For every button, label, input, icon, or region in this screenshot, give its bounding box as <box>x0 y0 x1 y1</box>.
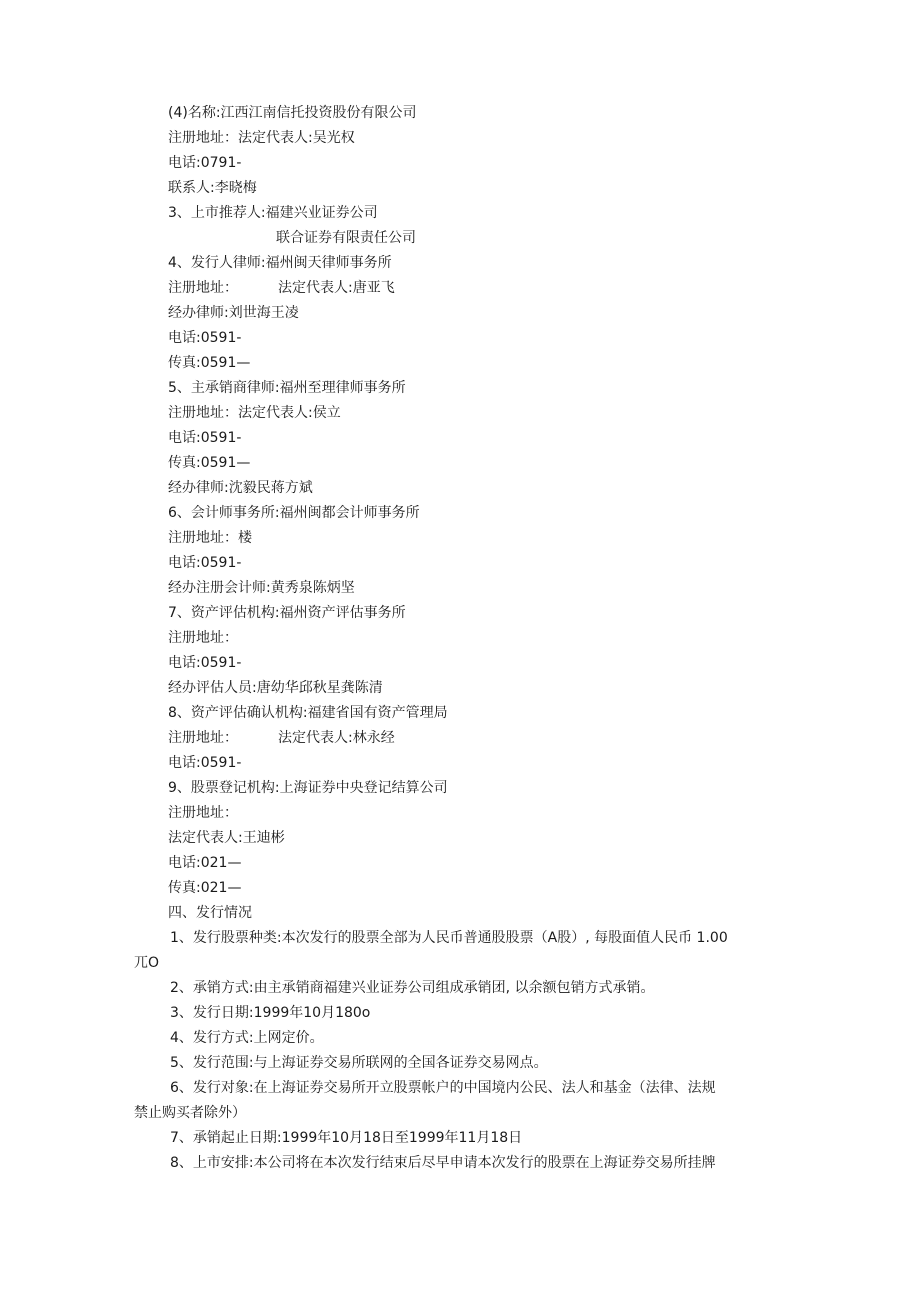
list-item-text: 3、发行日期:1999年10月180o <box>170 1005 371 1021</box>
text-line: 传真:021— <box>168 880 242 896</box>
text-line: 8、资产评估确认机构:福建省国有资产管理局 <box>168 705 448 721</box>
text-line: 电话:0591- <box>168 755 242 771</box>
text-line: 4、发行人律师:福州闽天律师事务所 <box>168 255 392 271</box>
text-line: 电话:0791- <box>168 155 242 171</box>
text-line: 联系人:李晓梅 <box>168 180 257 196</box>
section-heading: 四、发行情况 <box>168 905 252 921</box>
list-item-text: 4、发行方式:上网定价。 <box>170 1030 324 1046</box>
text-line: 电话:0591- <box>168 655 242 671</box>
text-line: 7、资产评估机构:福州资产评估事务所 <box>168 605 406 621</box>
text-segment: 注册地址： <box>168 730 238 746</box>
list-item <box>168 1126 788 1151</box>
text-line: 电话:0591- <box>168 430 242 446</box>
text-line: 注册地址： <box>168 805 238 821</box>
text-line: 法定代表人:王迪彬 <box>168 830 285 846</box>
text-line <box>168 726 788 751</box>
list-item <box>168 1001 788 1026</box>
text-line: 传真:0591— <box>168 355 251 371</box>
text-line: 注册地址：法定代表人:侯立 <box>168 405 341 421</box>
text-line: 经办注册会计师:黄秀泉陈炳坚 <box>168 580 355 596</box>
text-line: 注册地址： <box>168 630 238 646</box>
document-body <box>134 101 788 1176</box>
text-line: 电话:0591- <box>168 555 242 571</box>
text-line: 5、主承销商律师:福州至理律师事务所 <box>168 380 406 396</box>
text-segment: 注册地址： <box>168 280 238 296</box>
list-item <box>168 976 788 1001</box>
text-line: 电话:0591- <box>168 330 242 346</box>
list-item <box>168 1051 788 1076</box>
list-item <box>168 1026 788 1051</box>
list-item <box>168 1151 788 1176</box>
list-item-text-cont: 兀O <box>134 955 160 971</box>
list-item <box>134 926 788 976</box>
text-line: 注册地址：楼 <box>168 530 252 546</box>
text-line: 注册地址：法定代表人:吴光权 <box>168 130 355 146</box>
list-item-text: 5、发行范围:与上海证券交易所联网的全国各证券交易网点。 <box>170 1055 548 1071</box>
text-line: 9、股票登记机构:上海证券中央登记结算公司 <box>168 780 448 796</box>
text-line: 传真:0591— <box>168 455 251 471</box>
list-item-text-cont: 禁止购买者除外） <box>134 1105 246 1121</box>
text-line: 经办评估人员:唐幼华邱秋星龚陈清 <box>168 680 383 696</box>
text-line: 联合证券有限责任公司 <box>276 230 416 246</box>
text-line: 经办律师:刘世海王凌 <box>168 305 299 321</box>
text-line: 电话:021— <box>168 855 242 871</box>
text-line <box>168 276 788 301</box>
list-item-text: 6、发行对象:在上海证券交易所开立股票帐户的中国境内公民、法人和基金（法律、法规 <box>170 1080 716 1096</box>
text-segment: 法定代表人:林永经 <box>278 730 395 746</box>
text-segment: 法定代表人:唐亚飞 <box>278 280 395 296</box>
text-line: 3、上市推荐人:福建兴业证券公司 <box>168 205 378 221</box>
list-item-text: 8、上市安排:本公司将在本次发行结束后尽早申请本次发行的股票在上海证券交易所挂牌 <box>170 1155 716 1171</box>
text-line: (4)名称:江西江南信托投资股份有限公司 <box>168 105 417 121</box>
list-item-text: 2、承销方式:由主承销商福建兴业证券公司组成承销团, 以余额包销方式承销。 <box>170 980 655 996</box>
list-item <box>134 1076 788 1126</box>
list-item-text: 7、承销起止日期:1999年10月18日至1999年11月18日 <box>170 1130 523 1146</box>
text-line: 经办律师:沈毅民蒋方斌 <box>168 480 313 496</box>
list-item-text: 1、发行股票种类:本次发行的股票全部为人民币普通股股票（A股）, 每股面值人民币 1.00 <box>170 930 728 946</box>
text-line: 6、会计师事务所:福州闽都会计师事务所 <box>168 505 420 521</box>
